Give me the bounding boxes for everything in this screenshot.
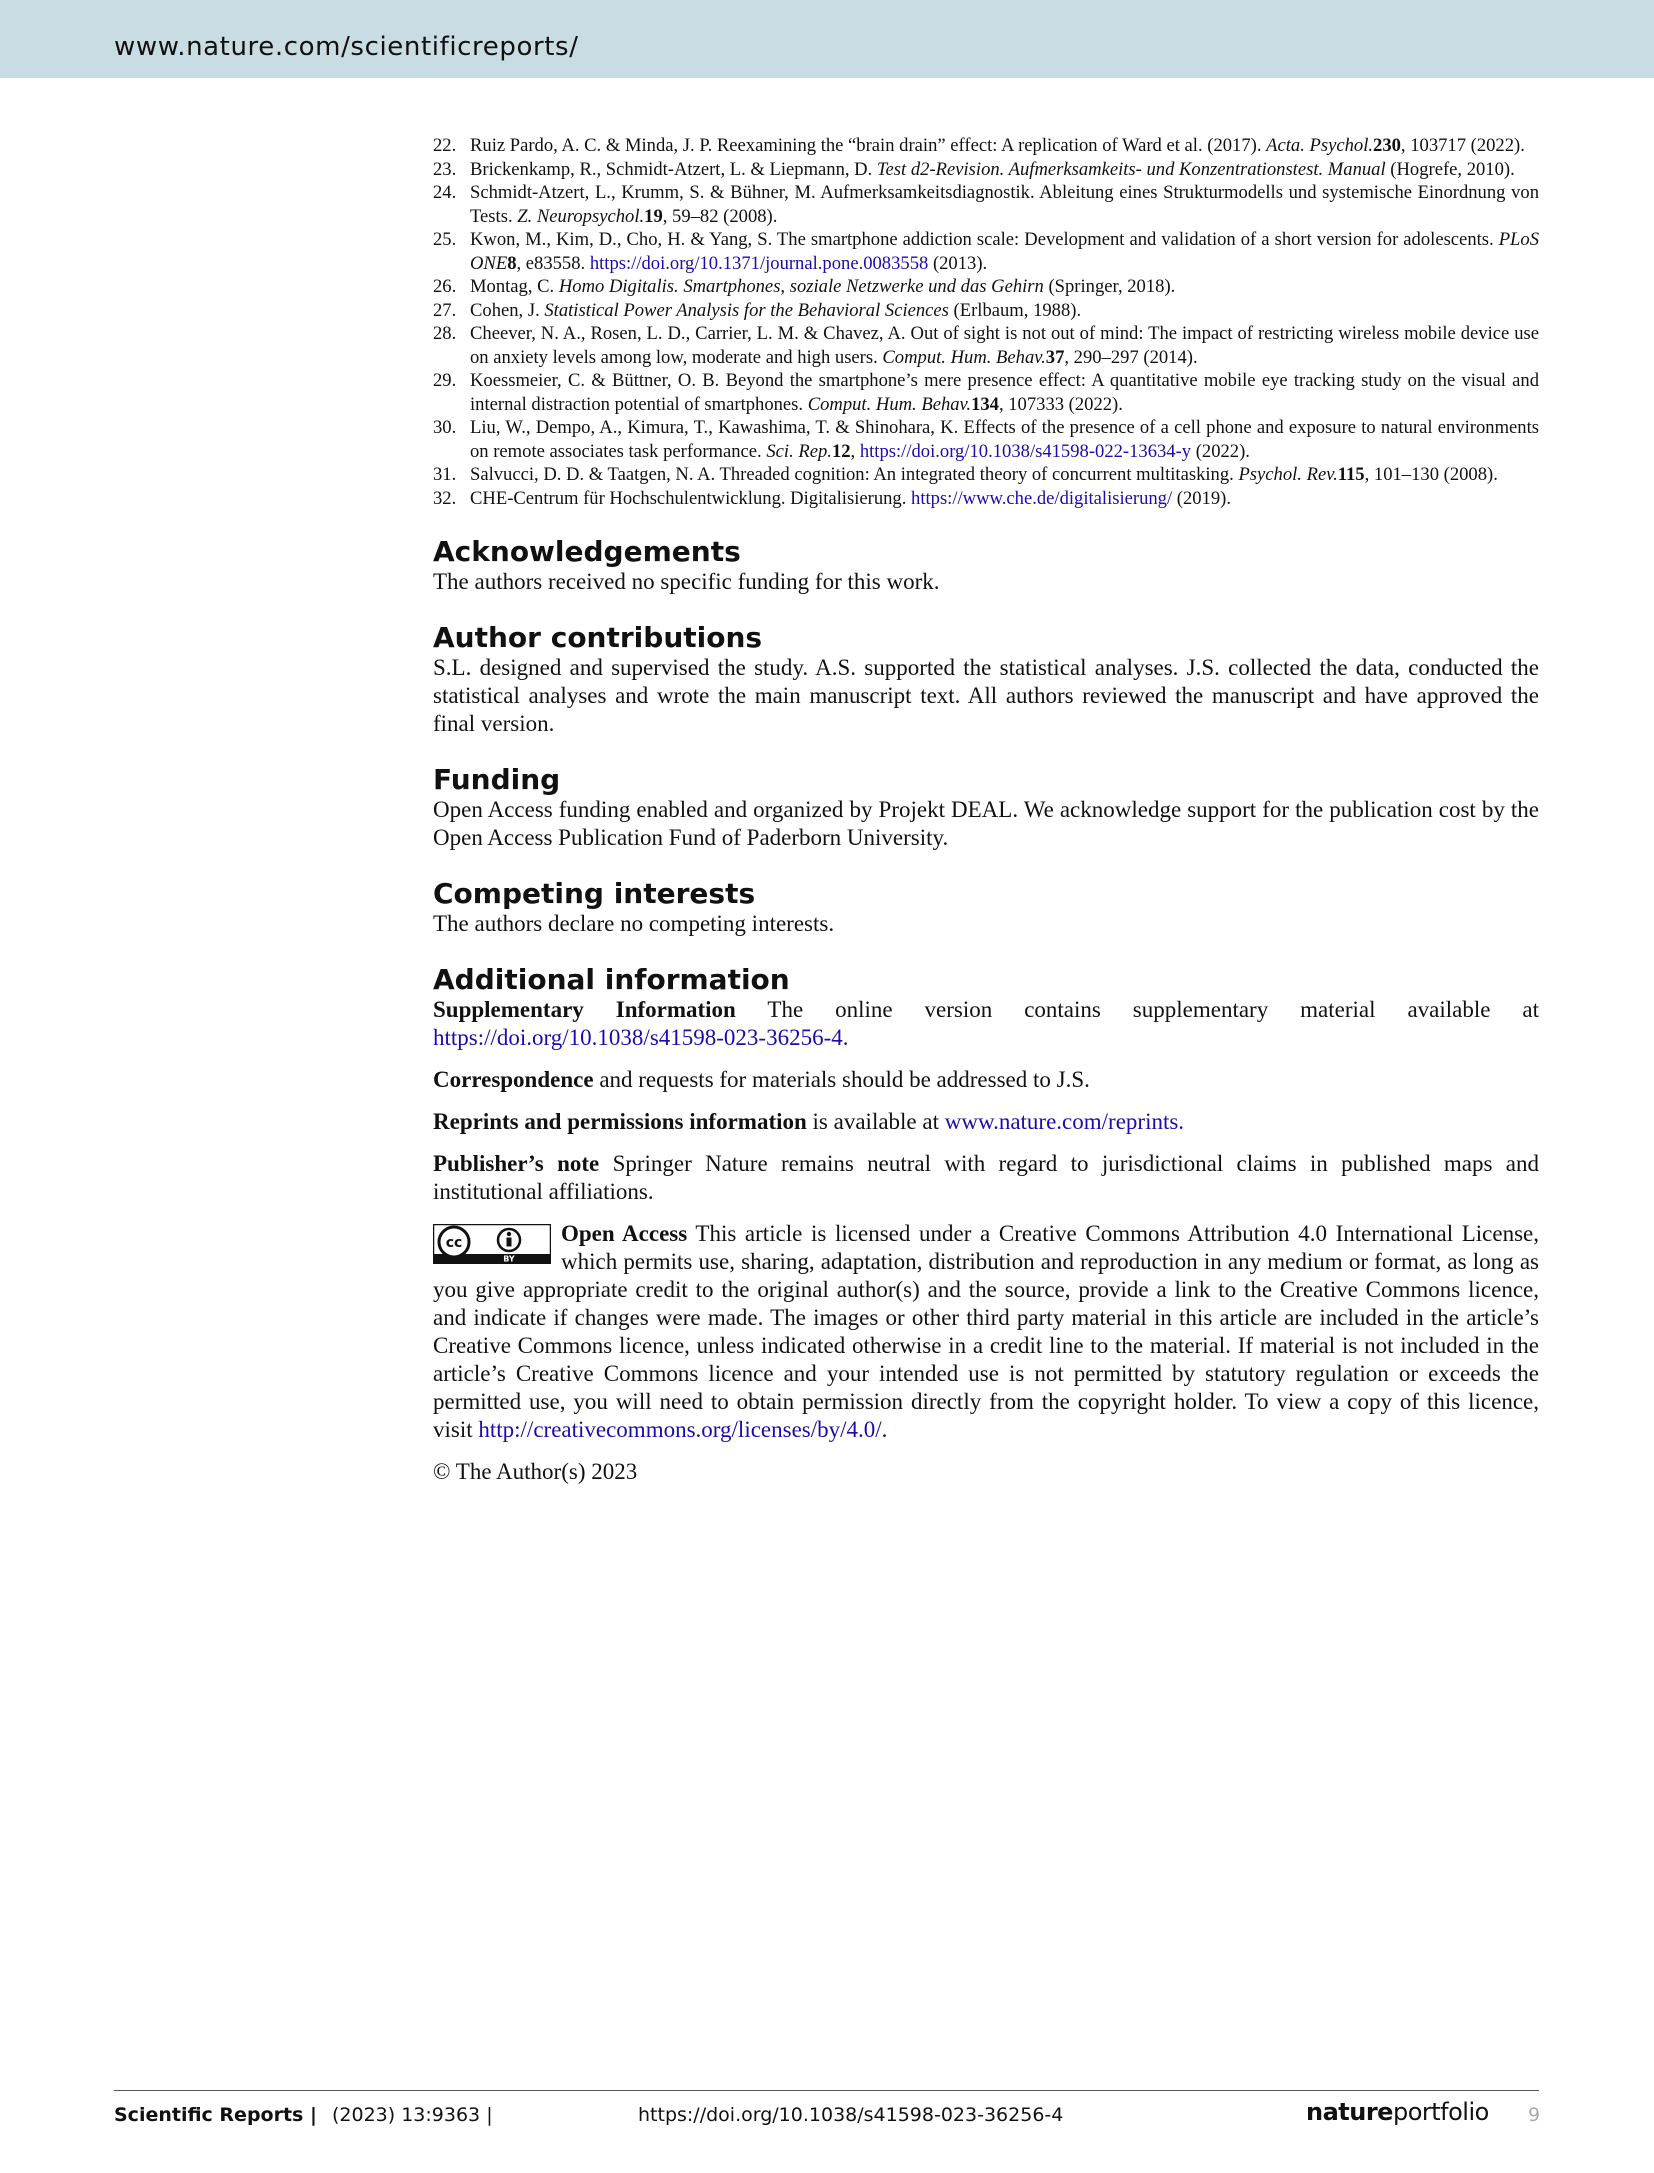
competing-heading: Competing interests <box>433 877 756 910</box>
open-access-label: Open Access <box>561 1221 688 1246</box>
reference-pages: , 107333 (2022). <box>998 393 1123 415</box>
reference-pages: , 59–82 (2008). <box>662 205 778 227</box>
reference-journal: Z. Neuropsychol. <box>517 205 645 227</box>
reference-text: Brickenkamp, R., Schmidt-Atzert, L. & Liepmann, D. <box>470 158 877 180</box>
correspondence <box>433 1066 1539 1094</box>
contributions-heading: Author contributions <box>433 621 763 654</box>
reference-link[interactable]: https://doi.org/10.1371/journal.pone.0083558 <box>589 252 929 274</box>
footer-doi[interactable]: https://doi.org/10.1038/s41598-023-36256-4 <box>638 2104 1064 2126</box>
reference-volume: 8 <box>507 252 517 274</box>
reference-link[interactable]: https://doi.org/10.1038/s41598-022-13634-y <box>859 440 1192 462</box>
reference-volume: 37 <box>1045 346 1065 368</box>
reference-year: (2013). <box>928 252 988 274</box>
reference-journal: PLoS ONE <box>470 229 1539 274</box>
reference-volume: 230 <box>1373 135 1401 156</box>
reference-item <box>433 487 1539 511</box>
supplementary-info <box>433 996 1539 1052</box>
reference-volume: 19 <box>644 205 663 227</box>
reference-item <box>433 228 1539 275</box>
footer-volume: (2023) 13:9363 | <box>332 2104 493 2126</box>
reference-number: 27. <box>433 299 457 321</box>
cc-by-license-icon[interactable] <box>433 1224 551 1264</box>
reference-volume: 12 <box>831 440 851 462</box>
reference-journal: Comput. Hum. Behav. <box>807 393 972 415</box>
reference-journal: Comput. Hum. Behav. <box>882 346 1046 368</box>
reference-text: Schmidt-Atzert, L., Krumm, S. & Bühner, M. Aufmerksamkeitsdiagnostik. Ableitung eines Strukturmodells und systemische Einordnung von Tests. <box>470 182 1539 227</box>
reference-link[interactable]: https://www.che.de/digitalisierung/ <box>911 487 1173 509</box>
reference-volume: 134 <box>971 393 999 415</box>
reference-number: 30. <box>433 417 457 438</box>
reprints-label: Reprints and permissions information <box>433 1109 807 1134</box>
reference-number: 25. <box>433 229 457 250</box>
publishers-note-label: Publisher’s note <box>433 1151 600 1176</box>
competing-text: The authors declare no competing interests. <box>433 911 835 936</box>
reference-text: Montag, C. <box>470 276 559 297</box>
open-access-text: This article is licensed under a Creative Commons Attribution 4.0 International License, which permits use, sharing, adaptation, distribution and reproduction in any medium or format, as long as you give appropriate credit to the original author(s) and the source, provide a link to the Creative Commons licence, and indicate if changes were made. The images or other third party material in this article are included in the article’s Creative Commons licence, unless indicated otherwise in a credit line to the material. If material is not included in the article’s Creative Commons licence and your intended use is not permitted by statutory regulation or exceeds the permitted use, you will need to obtain permission directly from the copyright holder. To view a copy of this licence, visit <box>433 1221 1539 1442</box>
reference-journal: Test d2-Revision. Aufmerksamkeits- und Konzentrationstest. Manual <box>876 158 1386 180</box>
brand-bold: nature <box>1306 2098 1393 2126</box>
reference-number: 32. <box>433 487 457 509</box>
reference-item <box>433 158 1539 182</box>
reprints <box>433 1108 1539 1136</box>
reference-pages: , 101–130 (2008). <box>1364 464 1498 485</box>
reference-number: 22. <box>433 135 457 156</box>
reference-item <box>433 134 1539 158</box>
reference-item <box>433 369 1539 416</box>
reprints-text: is available at <box>806 1109 945 1134</box>
reference-text: Cohen, J. <box>470 299 545 321</box>
publishers-note <box>433 1150 1539 1206</box>
reference-item <box>433 275 1539 299</box>
reference-number: 24. <box>433 182 457 203</box>
reference-pages: (Springer, 2018). <box>1043 276 1176 297</box>
open-access-notice <box>433 1220 1539 1444</box>
reference-journal: Psychol. Rev. <box>1238 464 1338 485</box>
svg-text:BY: BY <box>503 1254 515 1264</box>
reference-year: (2022). <box>1191 440 1250 462</box>
reprints-link[interactable]: www.nature.com/reprints. <box>944 1109 1185 1134</box>
contributions-text: S.L. designed and supervised the study. A.S. supported the statistical analyses. J.S. collected the data, conducted the statistical analyses and wrote the main manuscript text. All authors reviewed the manuscript and have approved the final version. <box>433 655 1539 736</box>
license-link[interactable]: http://creativecommons.org/licenses/by/4.0/ <box>478 1417 882 1442</box>
additional-heading: Additional information <box>433 963 790 996</box>
correspondence-text: and requests for materials should be addressed to J.S. <box>593 1067 1090 1092</box>
reference-year: (2019). <box>1172 487 1232 509</box>
reference-pages: (Erlbaum, 1988). <box>948 299 1082 321</box>
footer-journal: Scientific Reports | <box>114 2104 317 2126</box>
brand-rest: portfolio <box>1392 2098 1489 2126</box>
reference-item <box>433 299 1539 323</box>
acknowledgements-heading: Acknowledgements <box>433 535 741 568</box>
copyright: © The Author(s) 2023 <box>433 1459 638 1484</box>
site-url[interactable]: www.nature.com/scientificreports/ <box>114 32 579 62</box>
reference-item <box>433 181 1539 228</box>
reference-item <box>433 322 1539 369</box>
reference-text: Ruiz Pardo, A. C. & Minda, J. P. Reexamining the “brain drain” effect: A replication of Ward et al. (2017). <box>470 135 1267 156</box>
reference-text: Liu, W., Dempo, A., Kimura, T., Kawashima, T. & Shinohara, K. Effects of the presence of a cell phone and exposure to natural environments on remote associates task performance. <box>470 417 1539 462</box>
reference-volume: 115 <box>1337 464 1365 485</box>
reference-journal: Acta. Psychol. <box>1266 135 1374 156</box>
reference-text: Kwon, M., Kim, D., Cho, H. & Yang, S. The smartphone addiction scale: Development and validation of a short version for adolescents. <box>470 229 1499 250</box>
open-access-end: . <box>881 1417 888 1442</box>
supplementary-text: The online version contains supplementary material available at <box>735 997 1539 1022</box>
reference-pages: , 290–297 (2014). <box>1064 346 1198 368</box>
reference-text: CHE-Centrum für Hochschulentwicklung. Digitalisierung. <box>470 487 912 509</box>
article-content <box>433 134 1539 1486</box>
reference-text: Cheever, N. A., Rosen, L. D., Carrier, L. M. & Chavez, A. Out of sight is not out of mind: The impact of restricting wireless mobile device use on anxiety levels among low, moderate and high users. <box>470 323 1539 368</box>
reference-pages: , 103717 (2022). <box>1400 135 1525 156</box>
reference-number: 26. <box>433 276 457 297</box>
reference-pages: (Hogrefe, 2010). <box>1385 158 1515 180</box>
reference-journal: Sci. Rep. <box>766 440 832 462</box>
reference-journal: Statistical Power Analysis for the Behavioral Sciences <box>544 299 949 321</box>
reference-item <box>433 416 1539 463</box>
reference-item <box>433 463 1539 487</box>
reference-pages: , <box>850 440 860 462</box>
supplementary-label: Supplementary Information <box>433 997 736 1022</box>
reference-pages: , e83558. <box>516 252 590 274</box>
svg-text:cc: cc <box>445 1235 463 1251</box>
reference-text: Salvucci, D. D. & Taatgen, N. A. Threaded cognition: An integrated theory of concurrent multitasking. <box>470 464 1239 485</box>
correspondence-label: Correspondence <box>433 1067 594 1092</box>
footer-divider <box>114 2090 1539 2091</box>
nature-portfolio-logo <box>1306 2098 1489 2126</box>
reference-number: 31. <box>433 464 457 485</box>
funding-heading: Funding <box>433 763 561 796</box>
publishers-note-text: Springer Nature remains neutral with regard to jurisdictional claims in published maps and institutional affiliations. <box>433 1151 1539 1204</box>
acknowledgements-text: The authors received no specific funding for this work. <box>433 569 940 594</box>
reference-number: 23. <box>433 158 457 180</box>
page-number: 9 <box>1528 2104 1541 2126</box>
funding-text: Open Access funding enabled and organized by Projekt DEAL. We acknowledge support for the publication cost by the Open Access Publication Fund of Paderborn University. <box>433 797 1539 850</box>
top-banner <box>0 0 1654 78</box>
reference-list <box>433 134 1539 510</box>
reference-text: Koessmeier, C. & Büttner, O. B. Beyond the smartphone’s mere presence effect: A quantitative mobile eye tracking study on the visual and internal distraction potential of smartphones. <box>470 370 1539 415</box>
reference-number: 29. <box>433 370 457 391</box>
reference-number: 28. <box>433 323 457 344</box>
reference-journal: Homo Digitalis. Smartphones, soziale Netzwerke und das Gehirn <box>558 276 1044 297</box>
supplementary-link[interactable]: https://doi.org/10.1038/s41598-023-36256-4. <box>433 1025 849 1050</box>
